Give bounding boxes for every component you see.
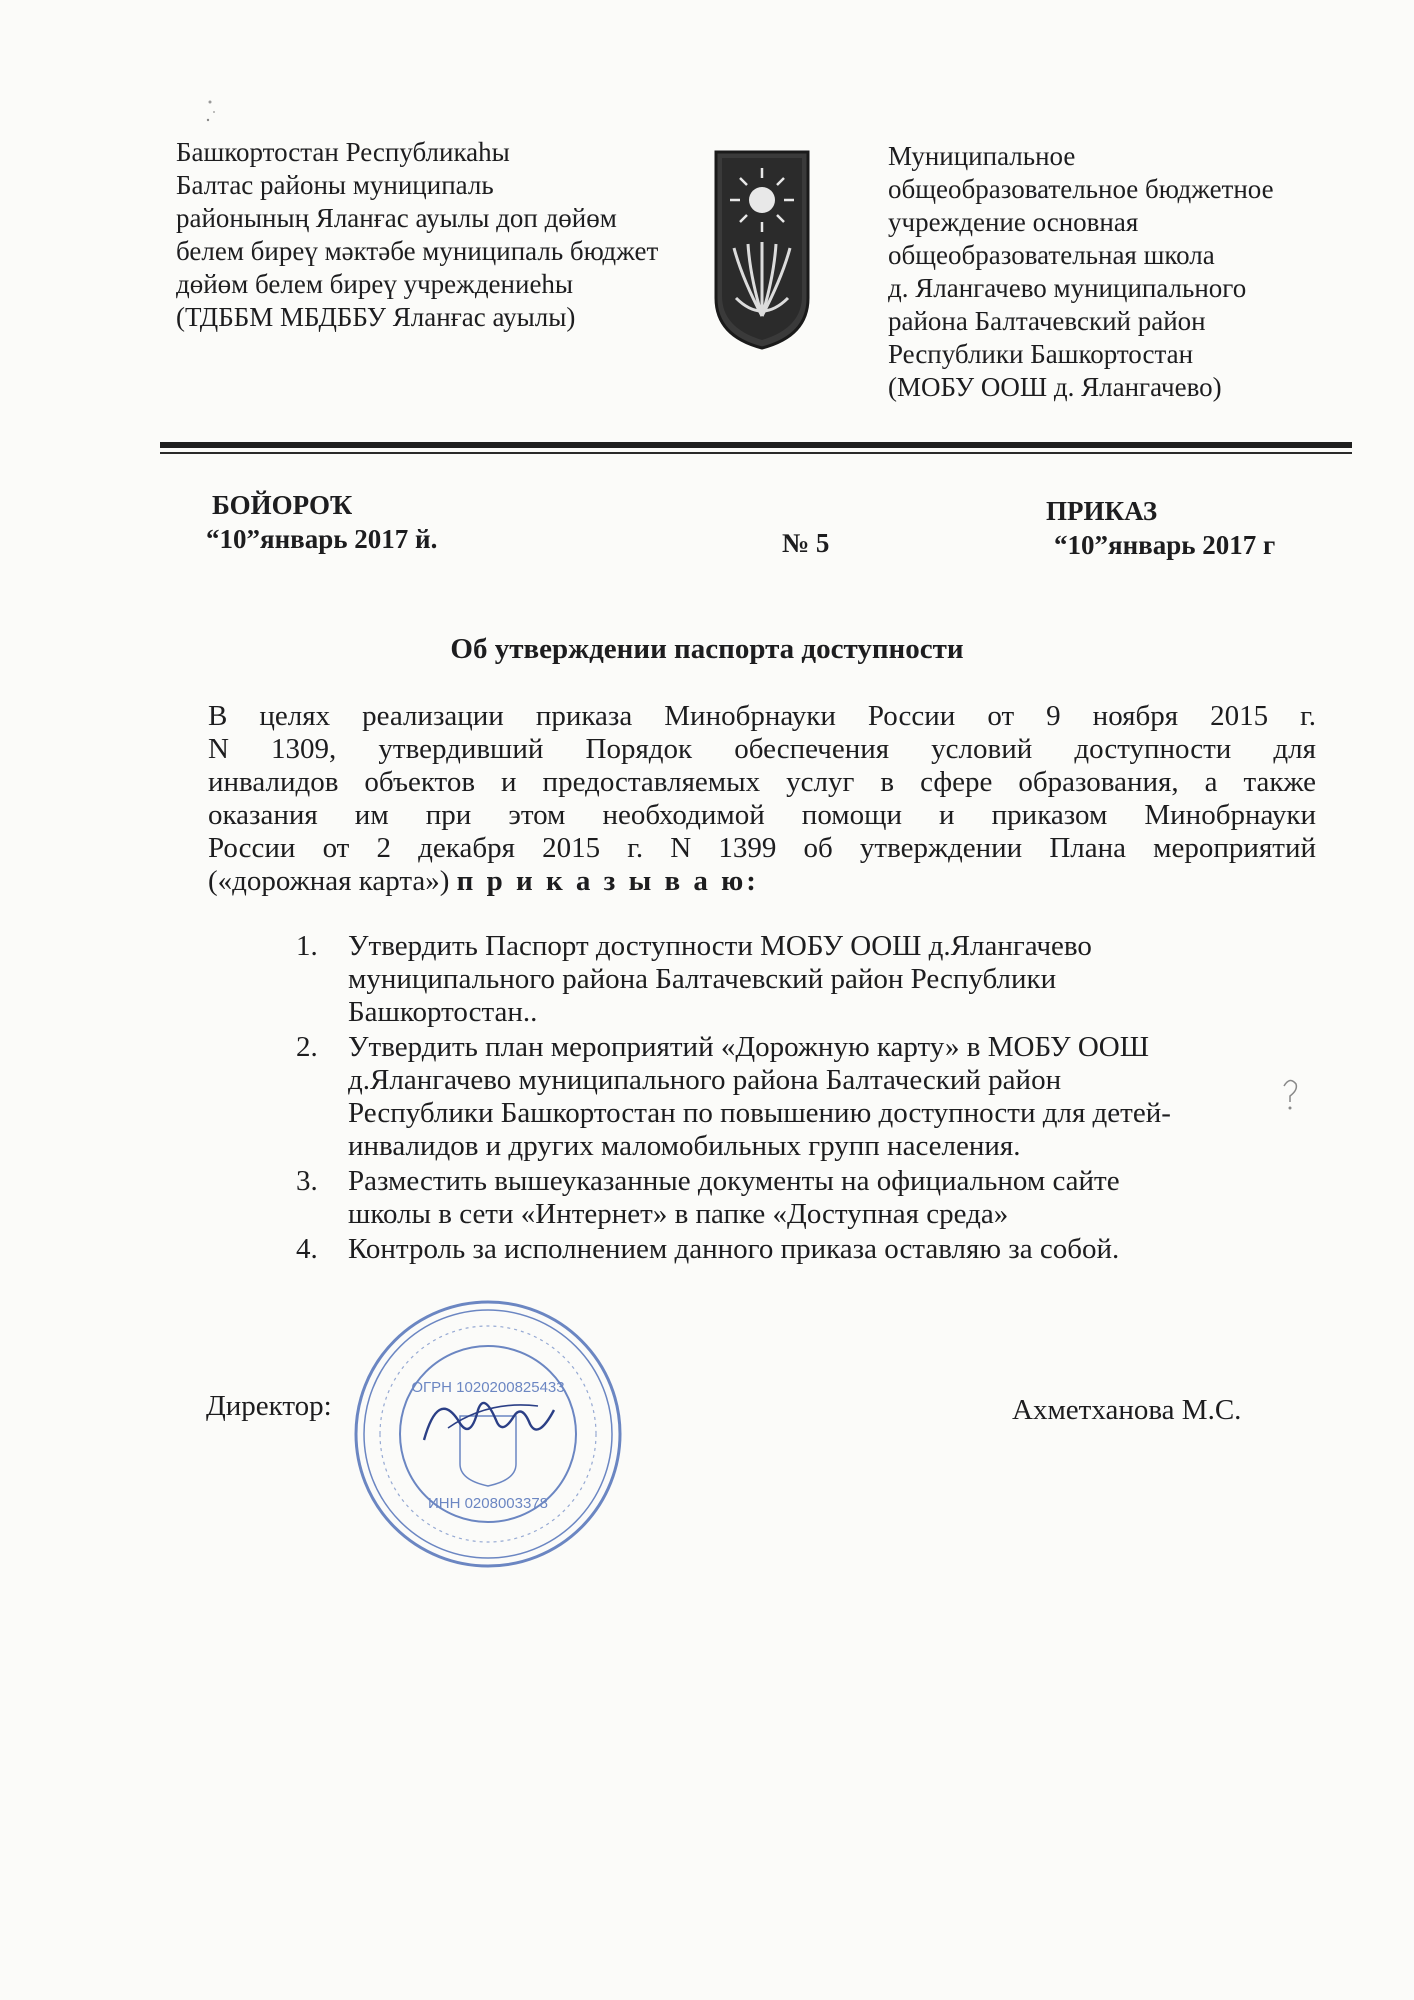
header-russian	[888, 140, 1358, 404]
item-line: Разместить вышеуказанные документы на официальном сайте	[348, 1165, 1120, 1197]
header-right-line: учреждение основная	[888, 207, 1139, 237]
item-text	[348, 1165, 1336, 1231]
header-bashkir	[176, 136, 696, 334]
list-item	[296, 930, 1336, 1029]
header-right-line: Муниципальное	[888, 141, 1076, 171]
intro-line: инвалидов объектов и предоставляемых услуг в сфере образования, а также	[208, 766, 1316, 798]
order-directive: п р и к а з ы в а ю:	[456, 865, 759, 897]
intro-paragraph	[208, 700, 1316, 898]
header-divider-thin	[160, 452, 1352, 454]
item-number: 4.	[296, 1233, 318, 1265]
item-text	[348, 930, 1336, 1029]
item-number: 3.	[296, 1165, 318, 1197]
intro-line: России от 2 декабря 2015 г. N 1399 об утверждении Плана мероприятий	[208, 832, 1316, 864]
item-line: Башкортостан..	[348, 996, 538, 1028]
item-line: Контроль за исполнением данного приказа оставляю за собой.	[348, 1233, 1120, 1265]
header-right-line: (МОБУ ООШ д. Ялангачево)	[888, 372, 1222, 402]
handwritten-signature	[418, 1380, 568, 1456]
list-item	[296, 1233, 1336, 1266]
signatory-name: Ахметханова М.С.	[1012, 1394, 1242, 1426]
scan-specks	[200, 96, 230, 136]
header-left-line: дөйөм белем биреү учреждениеһы	[176, 269, 574, 299]
header-right-line: Республики Башкортостан	[888, 339, 1194, 369]
document-title: Об утверждении паспорта доступности	[450, 633, 964, 665]
header-divider-thick	[160, 442, 1352, 448]
header-right-line: района Балтачевский район	[888, 306, 1206, 336]
header-left-line: (ТДББМ МБДББУ Яланғас ауылы)	[176, 302, 576, 332]
signatory-role: Директор:	[206, 1390, 332, 1422]
header-left-line: районының Яланғас ауылы доп дөйөм	[176, 203, 617, 233]
order-title-russian: ПРИКАЗ	[1046, 496, 1158, 526]
order-title-bashkir: БОЙОРОҠ	[212, 490, 353, 520]
item-line: школы в сети «Интернет» в папке «Доступная среда»	[348, 1198, 1009, 1230]
order-date-russian: “10”январь 2017 г	[1054, 530, 1276, 560]
item-number: 2.	[296, 1031, 318, 1063]
item-line: инвалидов и других маломобильных групп населения.	[348, 1130, 1021, 1162]
header-right-line: общеобразовательная школа	[888, 240, 1215, 270]
header-left-line: Башкортостан Республикаһы	[176, 137, 510, 167]
item-line: Республики Башкортостан по повышению доступности для детей-	[348, 1097, 1171, 1129]
header-left-line: белем биреү мәктәбе муниципаль бюджет	[176, 236, 659, 266]
item-line: Утвердить Паспорт доступности МОБУ ООШ д.Ялангачево	[348, 930, 1092, 962]
order-number: № 5	[782, 528, 830, 558]
item-line: д.Ялангачево муниципального района Балтаческий район	[348, 1064, 1062, 1096]
item-number: 1.	[296, 930, 318, 962]
item-text	[348, 1233, 1336, 1266]
margin-scribble	[1280, 1076, 1300, 1119]
stamp-ogrn: ОГРН 1020200825433	[411, 1379, 565, 1396]
item-line: Утвердить план мероприятий «Дорожную карту» в МОБУ ООШ	[348, 1031, 1149, 1063]
stamp-inn: ИНН 0208003378	[427, 1495, 549, 1512]
header-left-line: Балтас районы муниципаль	[176, 170, 494, 200]
list-item	[296, 1031, 1336, 1163]
intro-line: N 1309, утвердивший Порядок обеспечения условий доступности для	[208, 733, 1316, 765]
intro-line: В целях реализации приказа Минобрнауки России от 9 ноября 2015 г.	[208, 700, 1316, 732]
intro-line-text: («дорожная карта»)	[208, 865, 450, 897]
header-right-line: общеобразовательное бюджетное	[888, 174, 1274, 204]
header-right-line: д. Ялангачево муниципального	[888, 273, 1247, 303]
intro-line: оказания им при этом необходимой помощи и приказом Минобрнауки	[208, 799, 1316, 831]
item-text	[348, 1031, 1336, 1163]
list-item	[296, 1165, 1336, 1231]
order-items-list	[296, 930, 1336, 1268]
item-line: муниципального района Балтачевский район Республики	[348, 963, 1057, 995]
intro-line-last	[208, 865, 1316, 898]
order-date-bashkir: “10”январь 2017 й.	[206, 524, 438, 554]
coat-of-arms-emblem	[712, 148, 812, 352]
